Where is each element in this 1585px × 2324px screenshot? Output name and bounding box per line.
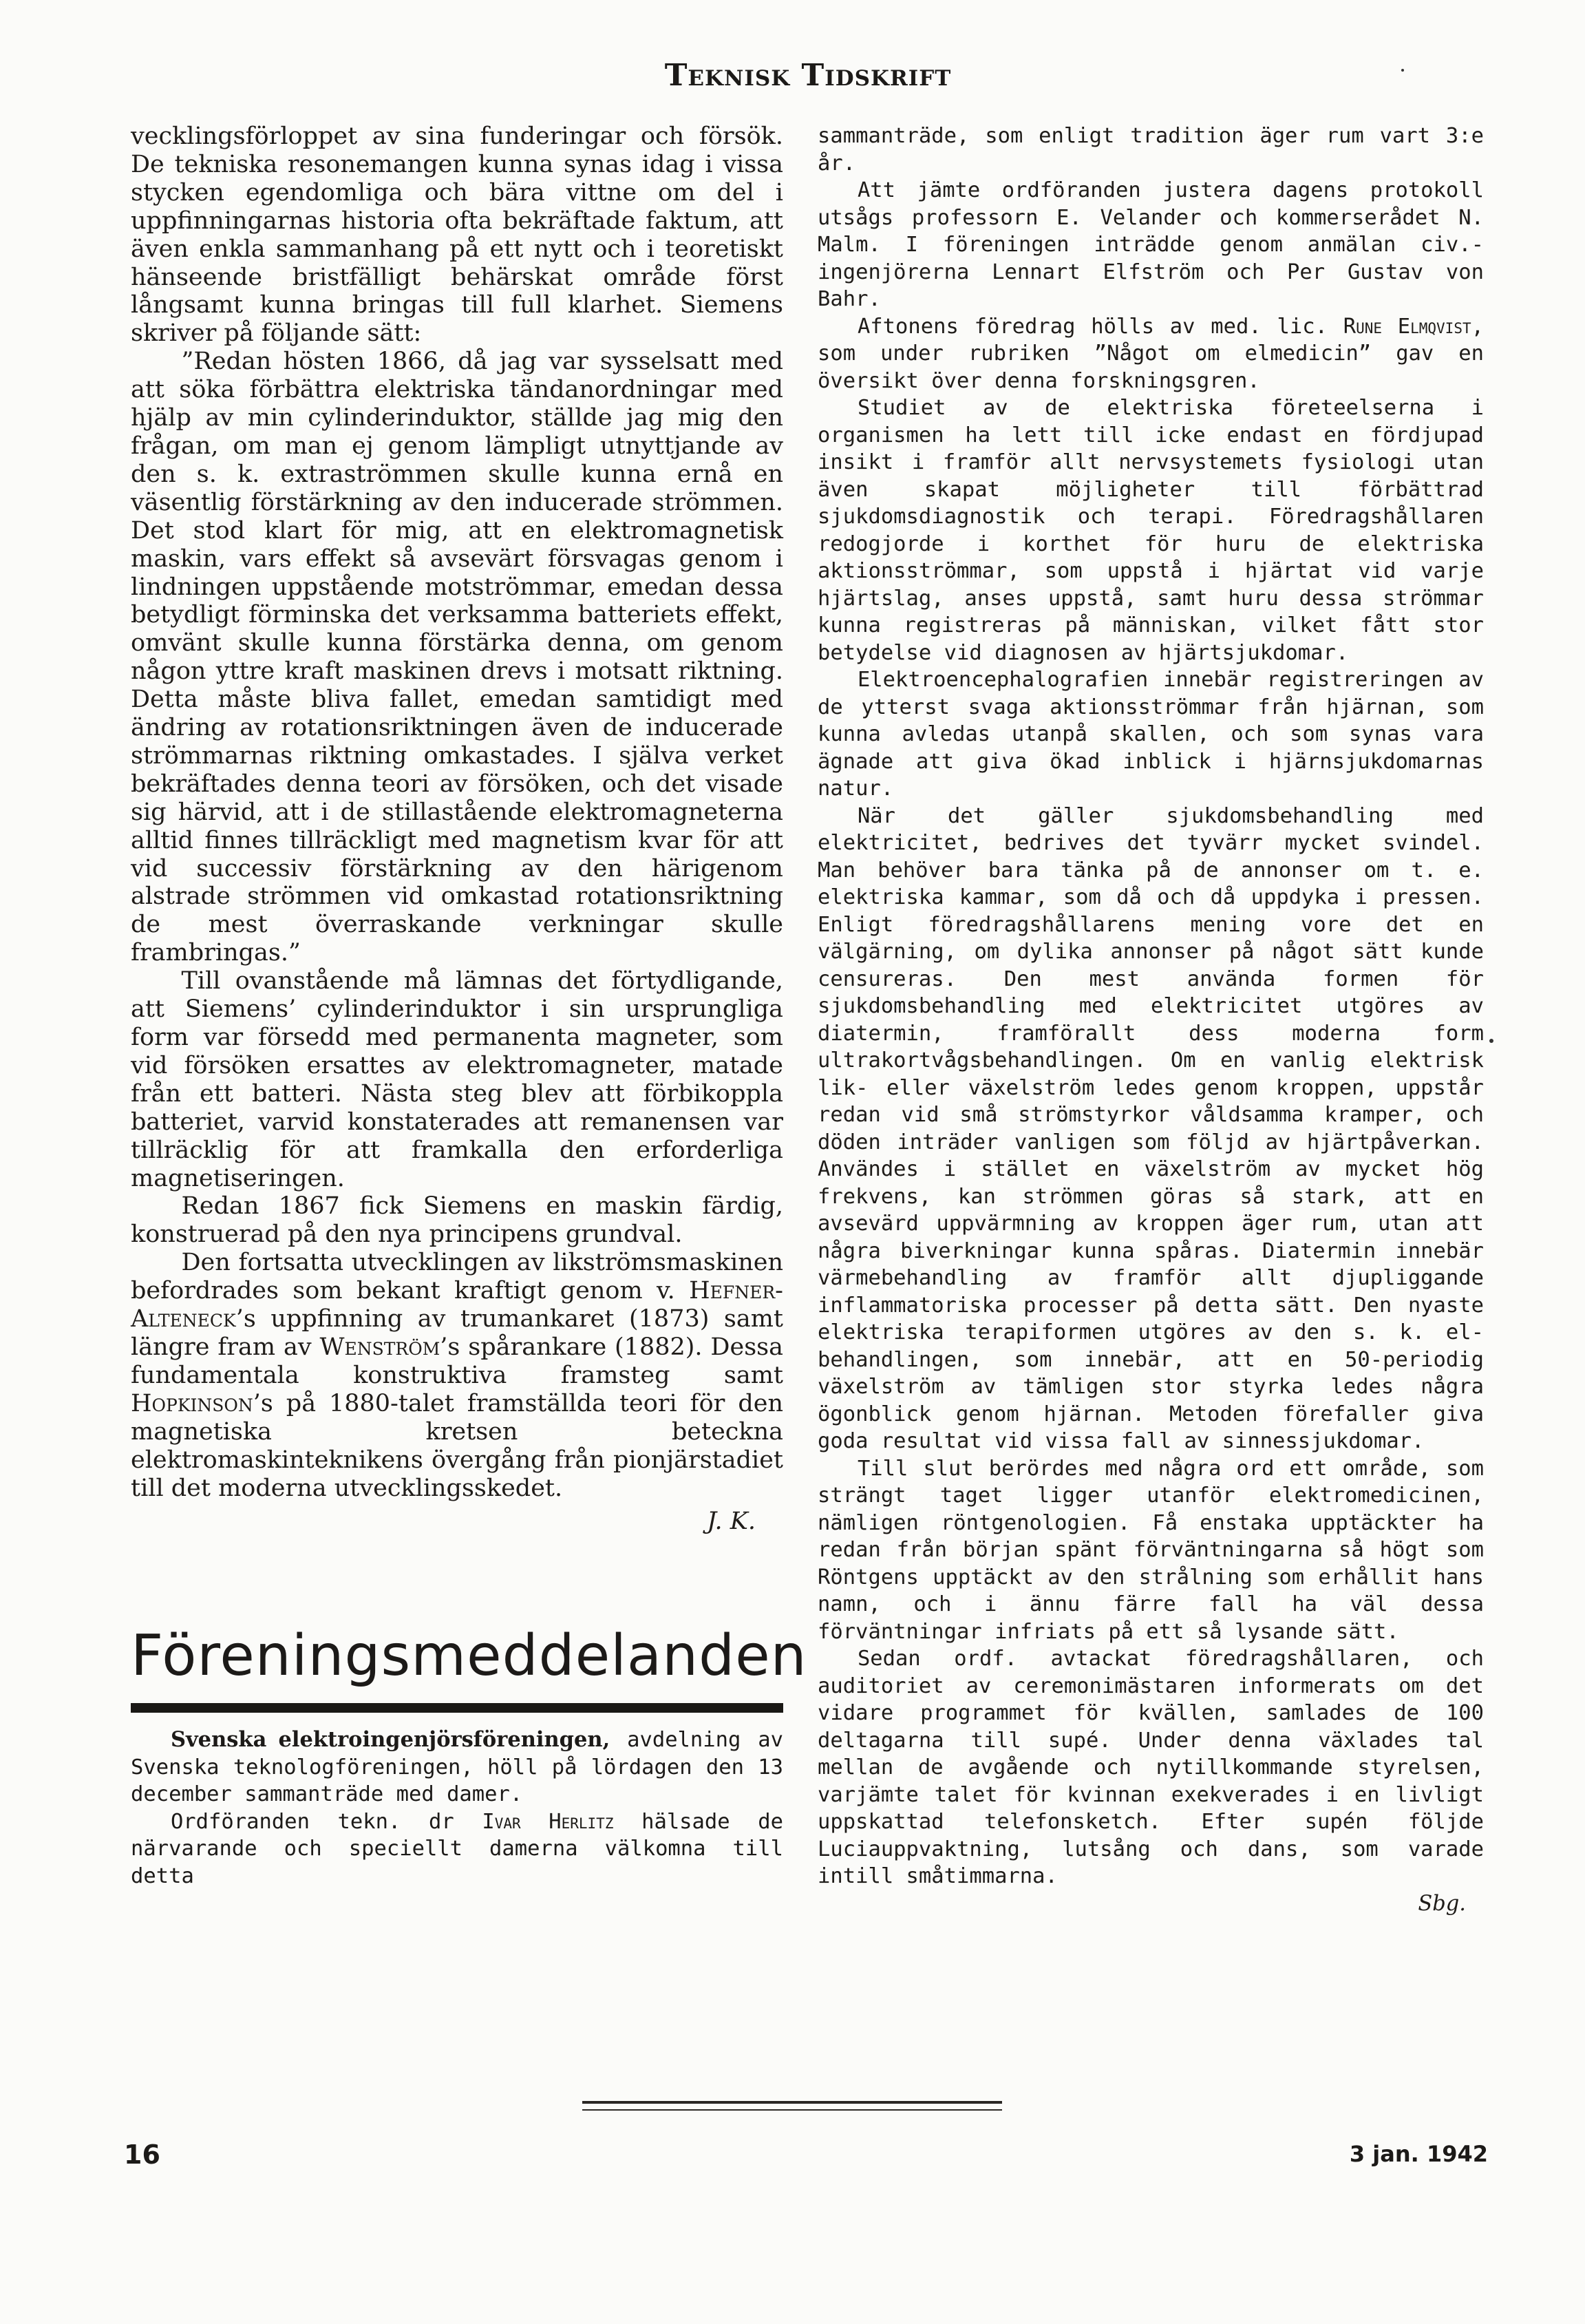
association-name: Svenska elektroingenjörsföreningen, [170, 1727, 610, 1752]
person-name: Hopkinson [131, 1389, 253, 1417]
article-signature: J. K. [707, 1508, 756, 1536]
article-paragraph: vecklingsförloppet av sina funderingar och försök. De tekniska resonemangen kunna synas idag i vissa stycken egendomliga och bära vittne om del i uppfinningarnas historia ofta bekräftade faktum, att även enkla sammanhang på ett nytt och i teoretiskt hänseende bristfälligt behärskat område först långsamt kunna bringas till full klarhet. Siemens skriver på följande sätt: [131, 123, 783, 348]
heading-rule [131, 1703, 783, 1713]
report-paragraph [818, 313, 1484, 395]
page-number: 16 [124, 2140, 160, 2170]
footer-rule [582, 2101, 1002, 2104]
article-paragraph: Redan 1867 fick Siemens en maskin färdig, konstruerad på den nya principens grundval. [131, 1192, 783, 1249]
issue-date: 3 jan. 1942 [1349, 2141, 1488, 2167]
text-run: hälsade de närvarande och speciellt damerna välkomna till detta [131, 1809, 783, 1888]
margin-dot [1401, 69, 1404, 72]
margin-dot [1489, 1039, 1493, 1043]
section-heading: Föreningsmeddelanden [131, 1623, 807, 1689]
person-name: Wenström [319, 1333, 440, 1361]
person-name: Hefner-Alteneck [131, 1277, 783, 1333]
footer-rule [582, 2109, 1002, 2111]
text-run: ’s uppfinning av trumankaret (1873) samt längre fram av [131, 1305, 783, 1361]
association-paragraph [131, 1808, 783, 1890]
association-report [131, 1726, 783, 1890]
report-paragraph: Studiet av de elektriska företeelserna i organismen ha lett till icke endast en fördjupad insikt i framför allt nervsystemets fysiologi utan även skapat möjligheter till förbättrad sjukdomsdiagnostik och terapi. Föredragshållaren redogjorde i korthet för huru de elektriska aktionsströmmar, som uppstå i hjärtat vid varje hjärtslag, anses uppstå, samt huru dessa strömmar kunna registreras på människan, vilket fått stor betydelse vid diagnosen av hjärtsjukdomar. [818, 396, 1484, 665]
article-paragraph [131, 1249, 783, 1502]
siemens-quote: ”Redan hösten 1866, då jag var sysselsatt med att söka förbättra elektriska tändanordningar med hjälp av min cylinderinduktor, ställde jag mig den frågan, om man ej genom lämpligt utnyttjande av den s. k. extraströmmen skulle kunna ernå en väsentlig förstärkning av den inducerade strömmen. Det stod klart för mig, att en elektromagnetisk maskin, vars effekt så avsevärt försvagas genom i lindningen uppstående motströmmar, emedan dessa betydligt förminska det verksamma batteriets effekt, omvänt skulle kunna förstärka denna, om genom någon yttre kraft maskinen drevs i motsatt riktning. Detta måste bliva fallet, emedan samtidigt med ändring av rotationsriktningen även de inducerade strömmarnas riktning omkastades. I själva verket bekräftades denna teori av försöken, och det visade sig härvid, att i de stillastående elektromagneterna alltid finnes tillräckligt med magnetism kvar för att vid successiv förstärkning av den härigenom alstrade strömmen vid omkastad rotationsriktning de mest överraskande verkningar skulle frambringas.” [131, 348, 783, 967]
text-run: ’s på 1880-talet framställda teori för den magnetiska kretsen beteckna elektromaskinteknikens övergång från pionjärstadiet till det moderna utvecklingsskedet. [131, 1389, 783, 1502]
person-name: Ivar Herlitz [482, 1809, 614, 1834]
report-paragraph: sammanträde, som enligt tradition äger rum vart 3:e år. [818, 124, 1484, 176]
journal-title: Teknisk Tidskrift [664, 58, 952, 93]
report-paragraph: När det gäller sjukdomsbehandling med elektricitet, bedrives det tyvärr mycket svindel. Man behöver bara tänka på de annonser om t. e. elektriska kammar, som då och då uppdyka i pressen. Enligt föredragshållarens mening vore det en välgärning, om dylika annonser på något sätt kunde censureras. Den mest använda formen för sjukdomsbehandling med elektricitet utgöres av diatermin, framförallt dess moderna form ultrakortvågsbehandlingen. Om en vanlig elektrisk lik- eller växelström ledes genom kroppen, uppstår redan vid små strömstyrkor våldsamma kramper, och döden inträder vanligen som följd av hjärtpåverkan. Användes i stället en växelström av mycket hög frekvens, kan strömmen göras så stark, att en avsevärd uppvärmning av kroppen äger rum, utan att några biverkningar kunna spåras. Diatermin innebär värmebehandling av framför allt djupliggande inflammatoriska processer på detta sätt. Den nyaste elektriska terapiformen utgöres av den s. k. el-behandlingen, som innebär, att en 50-periodig växelström av tämligen stor styrka ledes några ögonblick genom hjärnan. Metoden förefaller giva goda resultat vid vissa fall av sinnessjukdomar. [818, 803, 1484, 1453]
article-paragraph: Till ovanstående må lämnas det förtydligande, att Siemens’ cylinderinduktor i sin ursprungliga form var försedd med permanenta magneter, som vid försöken ersattes av elektromagneter, matade från ett batteri. Nästa steg blev att förbikoppla batteriet, varvid konstaterades att remanensen var tillräcklig för att framkalla den erforderliga magnetiseringen. [131, 967, 783, 1192]
report-paragraph: Sedan ordf. avtackat föredragshållaren, och auditoriet av ceremonimästaren informerats om det vidare programmet för kvällen, samlades de 100 deltagarna till supé. Under denna växlades tal mellan de avgående och nytillkommande styrelsen, varjämte talet för kvinnan exekverades i en livligt uppskattad telefonsketch. Efter supén följde Luciauppvaktning, lutsång och dans, som varade intill småtimmarna. [818, 1647, 1484, 1888]
text-run: , som under rubriken ”Något om elmedicin” gav en översikt över denna forskningsgren. [818, 314, 1484, 393]
text-run: avdelning av Svenska teknologföreningen, höll på lördagen den 13 december sammanträde med damer. [131, 1728, 783, 1806]
report-paragraph: Att jämte ordföranden justera dagens protokoll utsågs professorn E. Velander och kommerserådet N. Malm. I föreningen inträdde genom anmälan civ.-ingenjörerna Lennart Elfström och Per Gustav von Bahr. [818, 178, 1484, 311]
text-run: Ordföranden tekn. dr [170, 1809, 482, 1834]
person-name: Rune Elmqvist [1343, 314, 1471, 339]
left-article-column [131, 123, 783, 1536]
text-run: Den fortsatta utvecklingen av likströmsmaskinen befordrades som bekant kraftigt genom v. [131, 1249, 783, 1305]
report-paragraph: Elektroencephalografien innebär registreringen av de ytterst svaga aktionsströmmar från hjärnan, som kunna avledas utanpå skallen, och som synas vara ägnade att giva ökad inblick i hjärnsjukdomarnas natur. [818, 668, 1484, 801]
text-run: Aftonens föredrag hölls av med. lic. [857, 314, 1343, 339]
association-paragraph [131, 1726, 783, 1808]
right-report-column [818, 123, 1484, 1917]
text-run: ’s spårankare (1882). Dessa fundamentala konstruktiva framsteg samt [131, 1333, 783, 1389]
report-signature: Sbg. [1418, 1891, 1466, 1916]
report-paragraph: Till slut berördes med några ord ett område, som strängt taget ligger utanför elektromedicinen, nämligen röntgenologien. Få enstaka upptäckter ha redan från början spänt förväntningarna så högt som Röntgens upptäckt av den strålning som erhållit hans namn, och i ännu färre fall ha väl dessa förväntningar infriats på ett så lysande sätt. [818, 1456, 1484, 1644]
